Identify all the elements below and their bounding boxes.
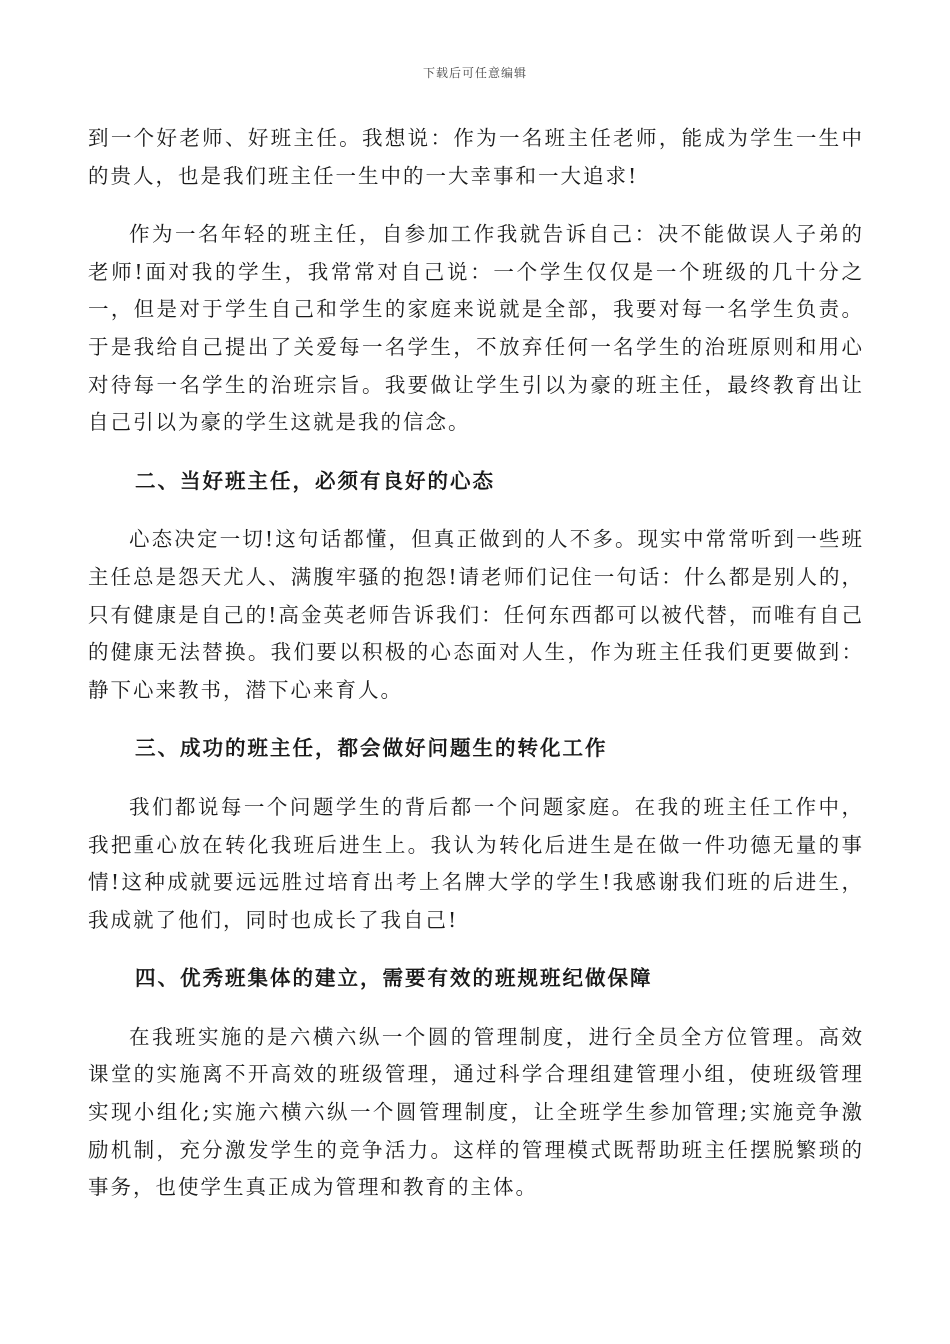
paragraph-gap xyxy=(88,998,864,1019)
paragraph-gap xyxy=(88,195,864,216)
section-heading-class-rules: 四、优秀班集体的建立，需要有效的班规班纪做保障 xyxy=(135,966,653,991)
page-header: 下载后可任意编辑 xyxy=(422,66,527,80)
section-heading-mindset: 二、当好班主任，必须有良好的心态 xyxy=(135,468,495,493)
paragraph-gap xyxy=(88,709,864,730)
paragraph-problem-students: 我们都说每一个问题学生的背后都一个问题家庭。在我的班主任工作中，我把重心放在转化我班后进生上。我认为转化后进生是在做一件功德无量的事情!这种成就要远远胜过培育出考上名牌大学的学生!我感谢我们班的后进生，我成就了他们，同时也成长了我自己! xyxy=(88,794,864,932)
paragraph-gap xyxy=(88,939,864,960)
paragraph-continuation: 到一个好老师、好班主任。我想说：作为一名班主任老师，能成为学生一生中的贵人，也是我们班主任一生中的一大幸事和一大追求! xyxy=(88,126,864,188)
document-body xyxy=(88,120,864,1207)
paragraph-class-rules: 在我班实施的是六横六纵一个圆的管理制度，进行全员全方位管理。高效课堂的实施离不开高效的班级管理，通过科学合理组建管理小组，使班级管理实现小组化;实施六横六纵一个圆管理制度，让全班学生参加管理;实施竞争激励机制，充分激发学生的竞争活力。这样的管理模式既帮助班主任摆脱繁琐的事务，也使学生真正成为管理和教育的主体。 xyxy=(88,1024,864,1200)
section-heading-problem-students: 三、成功的班主任，都会做好问题生的转化工作 xyxy=(135,736,608,761)
paragraph-gap xyxy=(88,500,864,521)
paragraph-young-teacher: 作为一名年轻的班主任，自参加工作我就告诉自己：决不能做误人子弟的老师!面对我的学生，我常常对自己说：一个学生仅仅是一个班级的几十分之一，但是对于学生自己和学生的家庭来说就是全部，我要对每一名学生负责。于是我给自己提出了关爱每一名学生，不放弃任何一名学生的治班原则和用心对待每一名学生的治班宗旨。我要做让学生引以为豪的班主任，最终教育出让自己引以为豪的学生这就是我的信念。 xyxy=(88,222,864,435)
paragraph-mindset: 心态决定一切!这句话都懂，但真正做到的人不多。现实中常常听到一些班主任总是怨天尤人、满腹牢骚的抱怨!请老师们记住一句话：什么都是别人的，只有健康是自己的!高金英老师告诉我们：任何东西都可以被代替，而唯有自己的健康无法替换。我们要以积极的心态面对人生，作为班主任我们更要做到：静下心来教书，潜下心来育人。 xyxy=(88,527,864,702)
paragraph-gap xyxy=(88,442,864,463)
paragraph-gap xyxy=(88,768,864,789)
